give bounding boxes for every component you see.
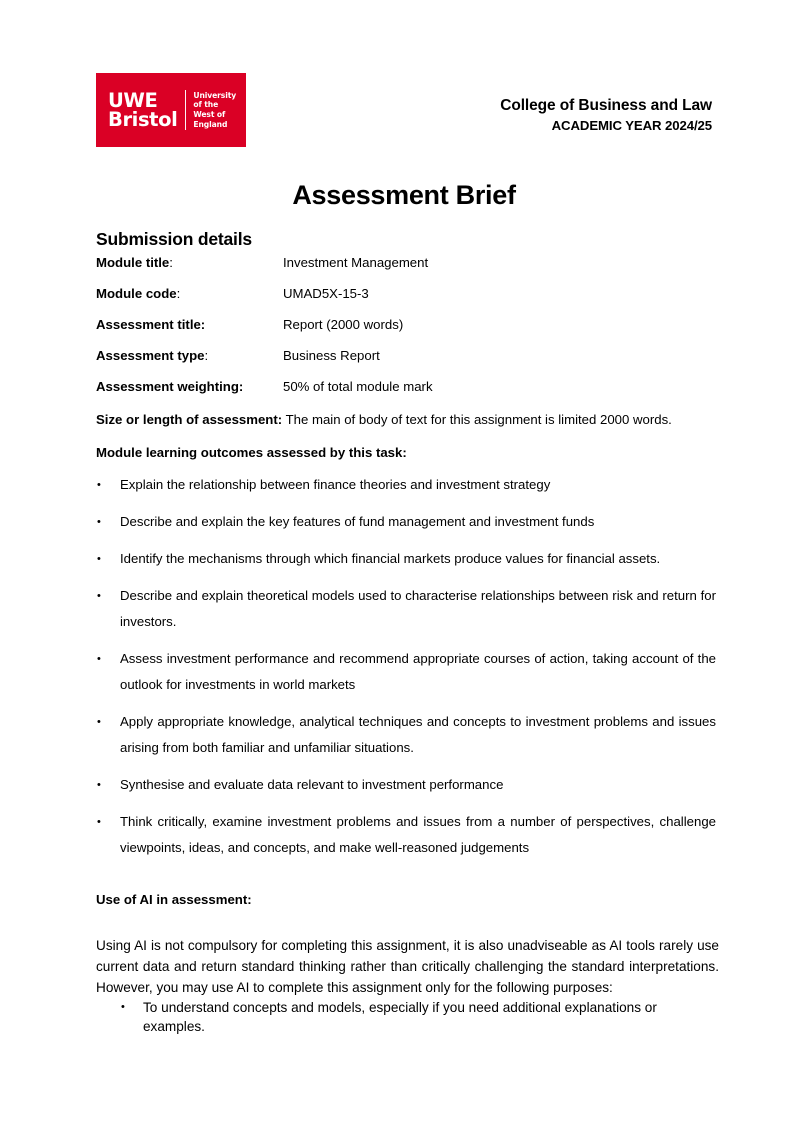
learning-outcome-item: • Identify the mechanisms through which financial markets produce values for financial assets. bbox=[96, 546, 716, 572]
submission-detail-row bbox=[96, 378, 716, 395]
use-of-ai-item: • To understand concepts and models, especially if you need additional explanations or examples. bbox=[96, 998, 719, 1036]
submission-detail-row bbox=[96, 316, 716, 333]
learning-outcome-item: • Synthesise and evaluate data relevant to investment performance bbox=[96, 772, 716, 798]
submission-detail-label: Assessment title: bbox=[96, 317, 206, 332]
submission-detail-value: 50% of total module mark bbox=[283, 379, 433, 394]
page-title: Assessment Brief bbox=[292, 180, 516, 210]
document-body bbox=[96, 229, 719, 1036]
college-name: College of Business and Law bbox=[500, 97, 712, 114]
submission-detail-colon: : bbox=[176, 286, 181, 301]
logo-wordmark-line2: Bristol bbox=[108, 108, 178, 131]
submission-detail-value: Business Report bbox=[283, 348, 380, 363]
submission-details-list bbox=[96, 254, 716, 395]
submission-detail-colon: : bbox=[204, 348, 209, 363]
learning-outcomes-list bbox=[96, 472, 716, 861]
size-or-length-paragraph bbox=[96, 409, 716, 430]
logo-wordmark-line1: UWE bbox=[108, 89, 158, 112]
header-right-block bbox=[292, 95, 712, 136]
submission-detail-label: Assessment type: bbox=[96, 348, 209, 363]
logo-divider bbox=[185, 90, 186, 130]
logo-subtext bbox=[193, 91, 236, 129]
use-of-ai-list bbox=[96, 998, 719, 1036]
learning-outcome-item: • Think critically, examine investment problems and issues from a number of perspectives, challenge viewpoints, ideas, and concepts, and make well-reasoned judgements bbox=[96, 809, 716, 861]
learning-outcome-item: • Describe and explain theoretical models used to characterise relationships between risk and return for investors. bbox=[96, 583, 716, 635]
use-of-ai-paragraph: Using AI is not compulsory for completing this assignment, it is also unadviseable as AI tools rarely use current data and return standard thinking rather than critically challenging the standard interpretations. However, you may use AI to complete this assignment only for the following purposes: bbox=[96, 938, 719, 995]
use-of-ai-heading: Use of AI in assessment: bbox=[96, 892, 252, 907]
learning-outcome-item: • Describe and explain the key features of fund management and investment funds bbox=[96, 509, 716, 535]
learning-outcome-item: • Apply appropriate knowledge, analytical techniques and concepts to investment problems and issues arising from both familiar and unfamiliar situations. bbox=[96, 709, 716, 761]
learning-outcomes-heading: Module learning outcomes assessed by this task: bbox=[96, 445, 407, 460]
submission-detail-value: UMAD5X-15-3 bbox=[283, 286, 369, 301]
uwe-bristol-logo bbox=[96, 73, 246, 147]
academic-year: ACADEMIC YEAR 2024/25 bbox=[551, 118, 712, 133]
learning-outcome-item: • Explain the relationship between finance theories and investment strategy bbox=[96, 472, 716, 498]
logo-wordmark bbox=[108, 91, 177, 129]
submission-detail-colon: : bbox=[169, 255, 173, 270]
size-or-length-text: The main of body of text for this assignment is limited 2000 words. bbox=[282, 412, 672, 427]
learning-outcome-item: • Assess investment performance and recommend appropriate courses of action, taking account of the outlook for investments in world markets bbox=[96, 646, 716, 698]
submission-detail-row bbox=[96, 285, 716, 302]
submission-detail-row bbox=[96, 254, 716, 271]
submission-detail-label: Assessment weighting: bbox=[96, 379, 244, 394]
submission-detail-label: Module title: bbox=[96, 255, 173, 270]
size-or-length-label: Size or length of assessment: bbox=[96, 412, 283, 427]
submission-detail-value: Report (2000 words) bbox=[283, 317, 404, 332]
logo-subtext-line4: England bbox=[193, 119, 228, 129]
page-header bbox=[96, 62, 712, 162]
submission-detail-value: Investment Management bbox=[283, 255, 429, 270]
submission-detail-label: Module code: bbox=[96, 286, 181, 301]
logo-subtext-line1: University bbox=[193, 90, 237, 100]
submission-detail-row bbox=[96, 347, 716, 364]
submission-details-heading: Submission details bbox=[96, 229, 252, 249]
logo-subtext-line3: West of bbox=[193, 110, 226, 119]
logo-subtext-line2: of the bbox=[193, 100, 219, 110]
